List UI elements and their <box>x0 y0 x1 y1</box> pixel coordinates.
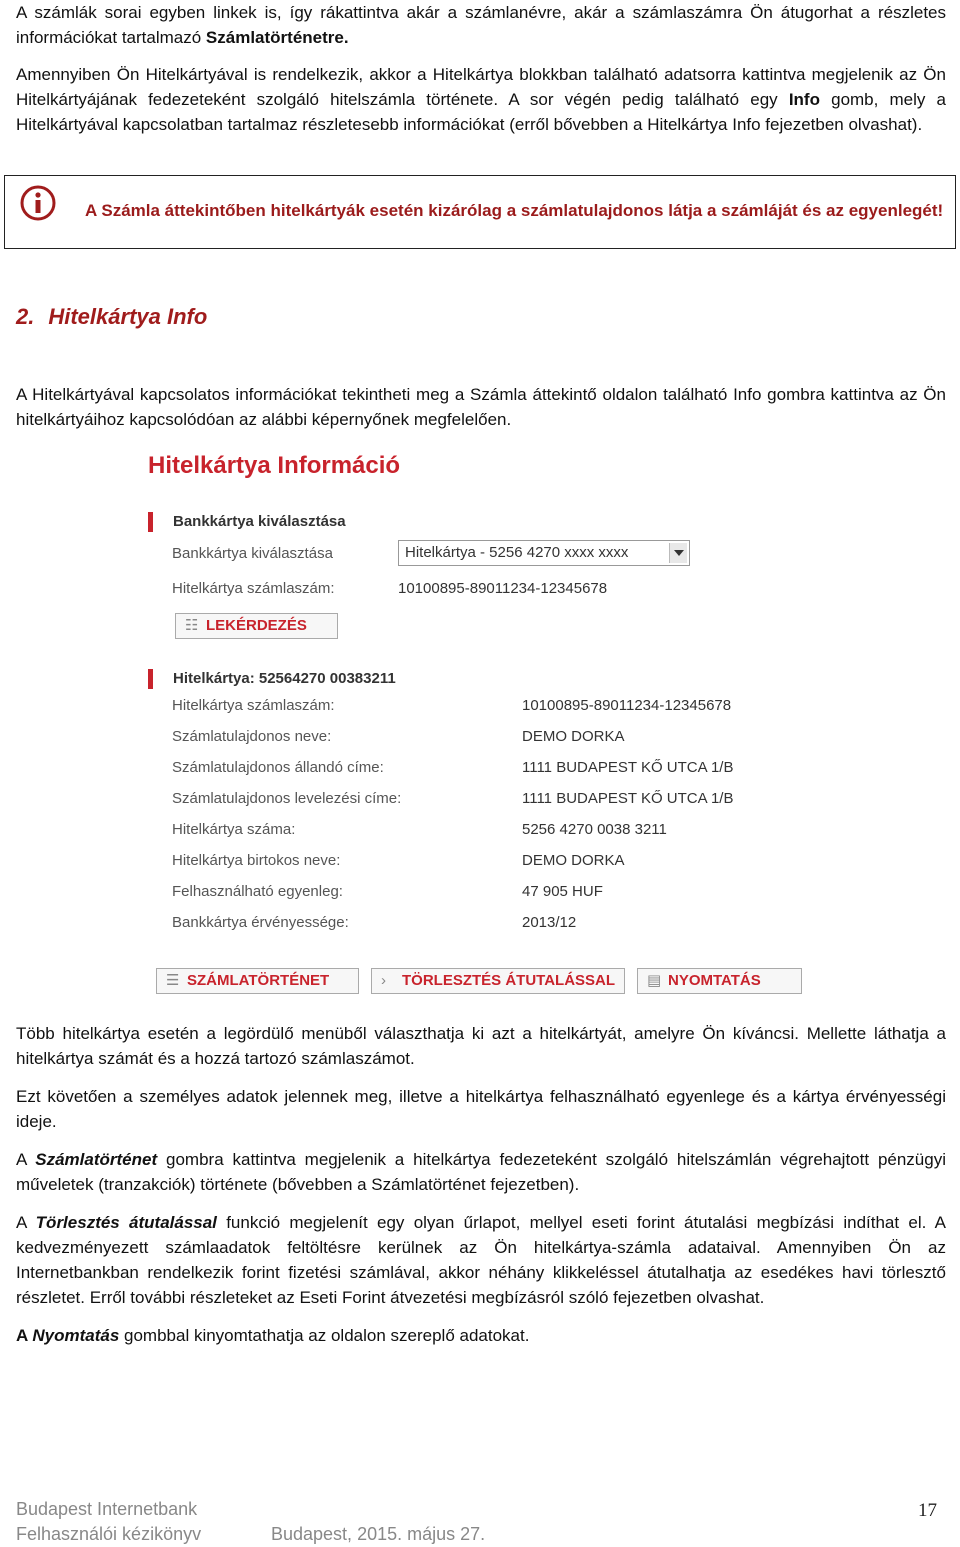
intro-paragraph-2 <box>16 62 946 137</box>
section-number: 2. <box>16 304 35 329</box>
section-heading <box>16 302 207 332</box>
body-paragraph-2: Ezt követően a személyes adatok jelennek meg, illetve a hitelkártya felhasználható egyenlege és a kártya érvényességi ideje. <box>16 1087 946 1131</box>
section-intro: A Hitelkártyával kapcsolatos információkat tekintheti meg a Számla áttekintő oldalon található Info gombra kattintva az Ön hitelkártyáihoz kapcsolódóan az alábbi képernyőnek megfelelően. <box>16 385 946 429</box>
intro-paragraph-1 <box>16 0 946 50</box>
footer-date: Budapest, 2015. május 27. <box>271 1524 486 1544</box>
detail-value: 2013/12 <box>522 914 577 931</box>
detail-label: Számlatulajdonos levelezési címe: <box>172 790 402 807</box>
chevron-right-icon: › <box>381 972 386 989</box>
section-title: Hitelkártya Info <box>48 304 208 329</box>
info-term: Info <box>788 90 820 109</box>
body-paragraph-4 <box>16 1210 946 1310</box>
repay-transfer-button-label: TÖRLESZTÉS ÁTUTALÁSSAL <box>402 972 616 989</box>
detail-label: Bankkártya érvényessége: <box>172 914 349 931</box>
detail-label: Hitelkártya számlaszám: <box>172 697 335 714</box>
detail-value: 47 905 HUF <box>522 883 603 900</box>
screen-title: Hitelkártya Információ <box>148 452 401 479</box>
body-paragraph-5 <box>16 1323 946 1348</box>
detail-value: DEMO DORKA <box>522 852 625 869</box>
card-details-section-header: Hitelkártya: 52564270 00383211 <box>148 669 396 689</box>
body-text: gombra kattintva megjelenik a hitelkártya fedezeteként szolgáló hitelszámlán végrehajtott pénzügyi műveletek (tranzakciók) története (bővebben a Számlatörténet fejezetben). <box>16 1150 946 1194</box>
card-select-value: Hitelkártya - 5256 4270 xxxx xxxx <box>405 544 629 561</box>
account-number-value: 10100895-89011234-12345678 <box>398 580 608 597</box>
intro-text: gomb, mely a Hitelkártyával kapcsolatban tartalmaz részletesebb információkat (erről bővebben a Hitelkártya Info fejezetben olvashat). <box>16 90 947 134</box>
repay-transfer-button[interactable] <box>371 968 625 994</box>
detail-label: Hitelkártya száma: <box>172 821 296 838</box>
body-paragraph-3 <box>16 1147 946 1197</box>
account-number-label: Hitelkártya számlaszám: <box>172 580 335 597</box>
period: . <box>343 28 349 47</box>
detail-value: DEMO DORKA <box>522 728 625 745</box>
account-history-button[interactable] <box>156 968 359 994</box>
query-button[interactable] <box>175 613 338 639</box>
body-text: funkció megjelenít egy olyan űrlapot, mellyel eseti forint átutalási megbízási indíthat el. A kedvezményezett számlaadatok feltöltésre kerülnek az Ön hitelkártya-számla adataival. Amennyiben Ön az Internetbankban rendelkezik forint fizetési számlával, akkor néhány klikkeléssel átutalhatja az esedékes havi törlesztő részletet. Erről további részleteket az Eseti Forint átvezetési megbízásról szóló fejezetben olvashat. <box>16 1213 946 1307</box>
print-icon: ▤ <box>647 972 662 989</box>
detail-value: 5256 4270 0038 3211 <box>522 821 667 838</box>
detail-label: Hitelkártya birtokos neve: <box>172 852 341 869</box>
detail-value: 1111 BUDAPEST KŐ UTCA 1/B <box>522 790 734 807</box>
intro-text: Amennyiben Ön Hitelkártyával is rendelkezik, akkor a Hitelkártya blokkban található adatsorra kattintva megjelenik az Ön Hitelkártyájának fedezeteként szolgáló hitelszámla története. A sor végén pedig található egy <box>16 65 946 109</box>
account-history-button-label: SZÁMLATÖRTÉNET <box>187 972 330 989</box>
detail-value: 1111 BUDAPEST KŐ UTCA 1/B <box>522 759 734 776</box>
print-button[interactable] <box>637 968 802 994</box>
card-select-section-header: Bankkártya kiválasztása <box>148 512 346 532</box>
body-text: A <box>16 1150 36 1169</box>
repay-transfer-term: Törlesztés átutalással <box>35 1213 217 1232</box>
footer-manual-name: Felhasználói kézikönyv <box>16 1524 202 1544</box>
page-number: 17 <box>918 1500 937 1521</box>
credit-card-info-screenshot <box>140 445 820 1005</box>
print-button-label: NYOMTATÁS <box>668 972 761 989</box>
print-term: Nyomtatás <box>32 1326 120 1345</box>
card-select-dropdown[interactable] <box>398 540 690 566</box>
detail-label: Felhasználható egyenleg: <box>172 883 343 900</box>
info-notice-text: A Számla áttekintőben hitelkártyák esetén kizárólag a számlatulajdonos látja a számláját és az egyenlegét! <box>85 201 944 220</box>
detail-value: 10100895-89011234-12345678 <box>522 697 732 714</box>
card-select-label: Bankkártya kiválasztása <box>172 545 333 562</box>
info-notice-box <box>4 175 956 249</box>
footer-bank-name: Budapest Internetbank <box>16 1499 198 1519</box>
detail-label: Számlatulajdonos neve: <box>172 728 332 745</box>
account-history-term: Számlatörténetre <box>205 28 344 47</box>
query-button-label: LEKÉRDEZÉS <box>206 617 307 634</box>
body-text: A <box>16 1213 36 1232</box>
body-text: A <box>16 1326 33 1345</box>
list-icon: ☰ <box>166 972 180 989</box>
body-text: gombbal kinyomtathatja az oldalon szereplő adatokat. <box>119 1326 530 1345</box>
chevron-down-icon[interactable] <box>669 543 687 563</box>
detail-label: Számlatulajdonos állandó címe: <box>172 759 384 776</box>
account-history-term: Számlatörténet <box>35 1150 158 1169</box>
intro-text: A számlák sorai egyben linkek is, így rákattintva akár a számlanévre, akár a számlaszámra Ön átugorhat a részletes információkat tartalmazó <box>16 3 946 47</box>
list-icon: ☷ <box>185 617 199 634</box>
body-paragraph-1: Több hitelkártya esetén a legördülő menüből választhatja ki azt a hitelkártyát, amelyre Ön kíváncsi. Mellette láthatja a hitelkártya számát és a hozzá tartozó számlaszámot. <box>16 1024 946 1068</box>
